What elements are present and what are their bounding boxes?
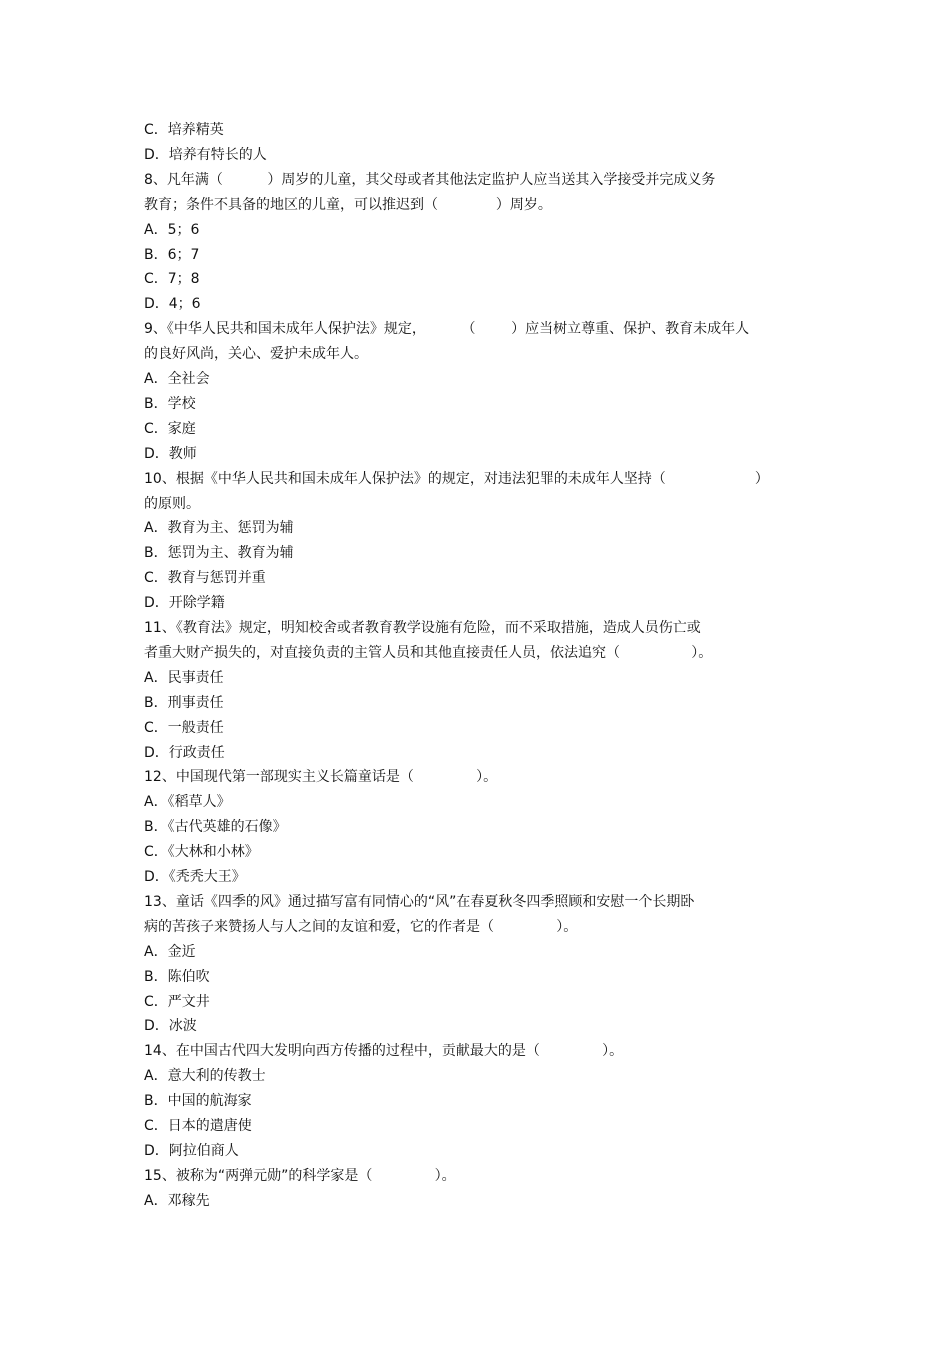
answer-option: B．中国的航海家 <box>144 1093 252 1110</box>
answer-option: B．陈伯吹 <box>144 968 210 985</box>
answer-option: C．教育与惩罚并重 <box>144 570 266 587</box>
answer-option: B．刑事责任 <box>144 694 224 711</box>
answer-option: A．全社会 <box>144 371 210 387</box>
question-stem: 11、《教育法》规定，明知校舍或者教育教学设施有危险，而不采取措施，造成人员伤亡或 <box>144 620 701 636</box>
answer-option: C．严文井 <box>144 993 210 1010</box>
question-stem: 12、中国现代第一部现实主义长篇童话是（ ）。 <box>144 769 498 786</box>
answer-option: D．行政责任 <box>144 744 225 761</box>
answer-option: A．5；6 <box>144 221 200 238</box>
answer-option: C．《大林和小林》 <box>144 844 259 861</box>
question-stem-continuation: 病的苦孩子来赞扬人与人之间的友谊和爱，它的作者是（ ）。 <box>144 918 578 935</box>
question-stem-continuation: 教育；条件不具备的地区的儿童，可以推迟到（ ）周岁。 <box>144 196 552 213</box>
question-stem: 14、在中国古代四大发明向西方传播的过程中，贡献最大的是（ ）。 <box>144 1043 624 1060</box>
answer-option: B．《古代英雄的石像》 <box>144 819 287 836</box>
question-stem: 15、被称为“两弹元勋”的科学家是（ ）。 <box>144 1167 456 1184</box>
answer-option: D．开除学籍 <box>144 595 225 612</box>
question-stem: 8、凡年满（ ）周岁的儿童，其父母或者其他法定监护人应当送其入学接受并完成义务 <box>144 171 716 188</box>
answer-option: A．教育为主、惩罚为辅 <box>144 520 294 537</box>
question-stem: 10、根据《中华人民共和国未成年人保护法》的规定，对违法犯罪的未成年人坚持（ ） <box>144 470 769 487</box>
answer-option: D．4；6 <box>144 296 201 313</box>
answer-option: D．冰波 <box>144 1018 197 1035</box>
question-stem: 9、《中华人民共和国未成年人保护法》规定， （ ）应当树立尊重、保护、教育未成年人 <box>144 321 750 338</box>
answer-option: A．金近 <box>144 943 196 960</box>
answer-option: B．惩罚为主、教育为辅 <box>144 545 294 562</box>
question-stem: 13、童话《四季的风》通过描写富有同情心的“风”在春夏秋冬四季照顾和安慰一个长期卧 <box>144 893 695 910</box>
answer-option: C．日本的遣唐使 <box>144 1118 252 1134</box>
answer-option: B．学校 <box>144 395 196 412</box>
answer-option: C．培养精英 <box>144 122 224 138</box>
question-stem-continuation: 者重大财产损失的，对直接负责的主管人员和其他直接责任人员，依法追究（ ）。 <box>144 644 713 661</box>
answer-option: D．阿拉伯商人 <box>144 1142 239 1159</box>
answer-option: D．培养有特长的人 <box>144 146 267 163</box>
answer-option: C．7；8 <box>144 271 200 288</box>
question-stem-continuation: 的原则。 <box>144 495 200 512</box>
answer-option: A．民事责任 <box>144 669 224 686</box>
answer-option: D．《秃秃大王》 <box>144 869 246 885</box>
answer-option: A．邓稼先 <box>144 1192 210 1209</box>
answer-option: A．意大利的传教士 <box>144 1068 266 1085</box>
answer-option: D．教师 <box>144 445 197 462</box>
question-stem-continuation: 的良好风尚，关心、爱护未成年人。 <box>144 346 368 363</box>
answer-option: A．《稻草人》 <box>144 794 231 811</box>
answer-option: B．6；7 <box>144 246 200 263</box>
answer-option: C．家庭 <box>144 420 196 437</box>
answer-option: C．一般责任 <box>144 719 224 736</box>
